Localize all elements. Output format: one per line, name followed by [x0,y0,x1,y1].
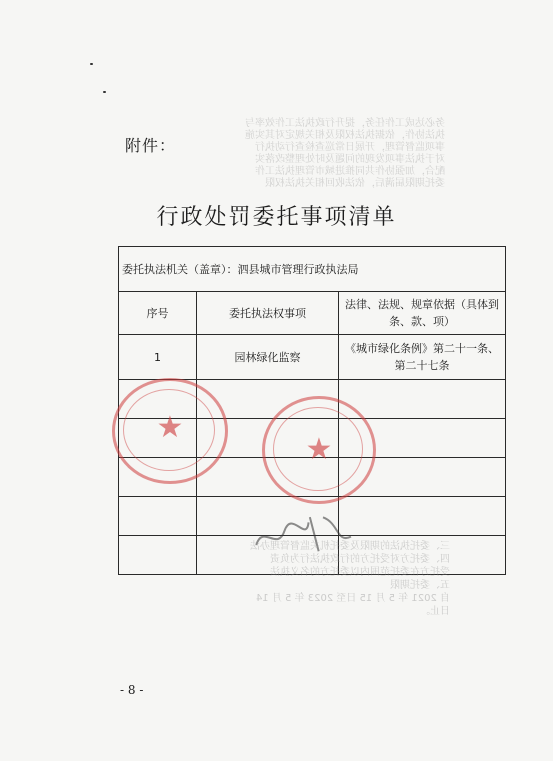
row-number: 1 [119,335,197,380]
row-basis: 《城市绿化条例》第二十一条、第二十七条 [339,335,506,380]
show-through-text: 务必达成工作任务，提升行政执法工作效率与 执法协作，依据执法权限及相关规定对其实施 事项监督管理，开展日常巡查检查行动执行 对于执法事项发现的问题及时处理整改落实 配合，加强协作共同推进城市管理执法工作 委托期限届满后，依法收回相关执法权限 [245,118,445,189]
document-title: 行政处罚委托事项清单 [156,205,397,230]
official-seal-right [262,396,376,504]
show-through-text: 三、委托执法的期限及委托机关监督管理办法 四、委托方对受托方的行政执法行为负责 受托方在委托范围内以委托方的名义执法 五、委托期限 自 2021 年 5 月 15 日至 2023 年 5 月 14 日止。 [250,541,450,617]
attachment-label: 附件： [125,136,177,155]
row-item: 园林绿化监察 [197,335,339,380]
header-number: 序号 [119,292,197,335]
star-icon: ★ [156,410,184,445]
page-number: - 8 - [120,683,144,697]
official-seal-left [112,378,228,484]
star-icon: ★ [305,432,333,467]
agency-cell: 委托执法机关（盖章）：泗县城市管理行政执法局 [119,247,506,292]
header-item: 委托执法权事项 [197,292,339,335]
scan-speck [103,91,106,93]
header-basis: 法律、法规、规章依据（具体到条、款、项） [339,292,506,335]
table-row [119,335,506,380]
scan-speck [90,63,93,65]
